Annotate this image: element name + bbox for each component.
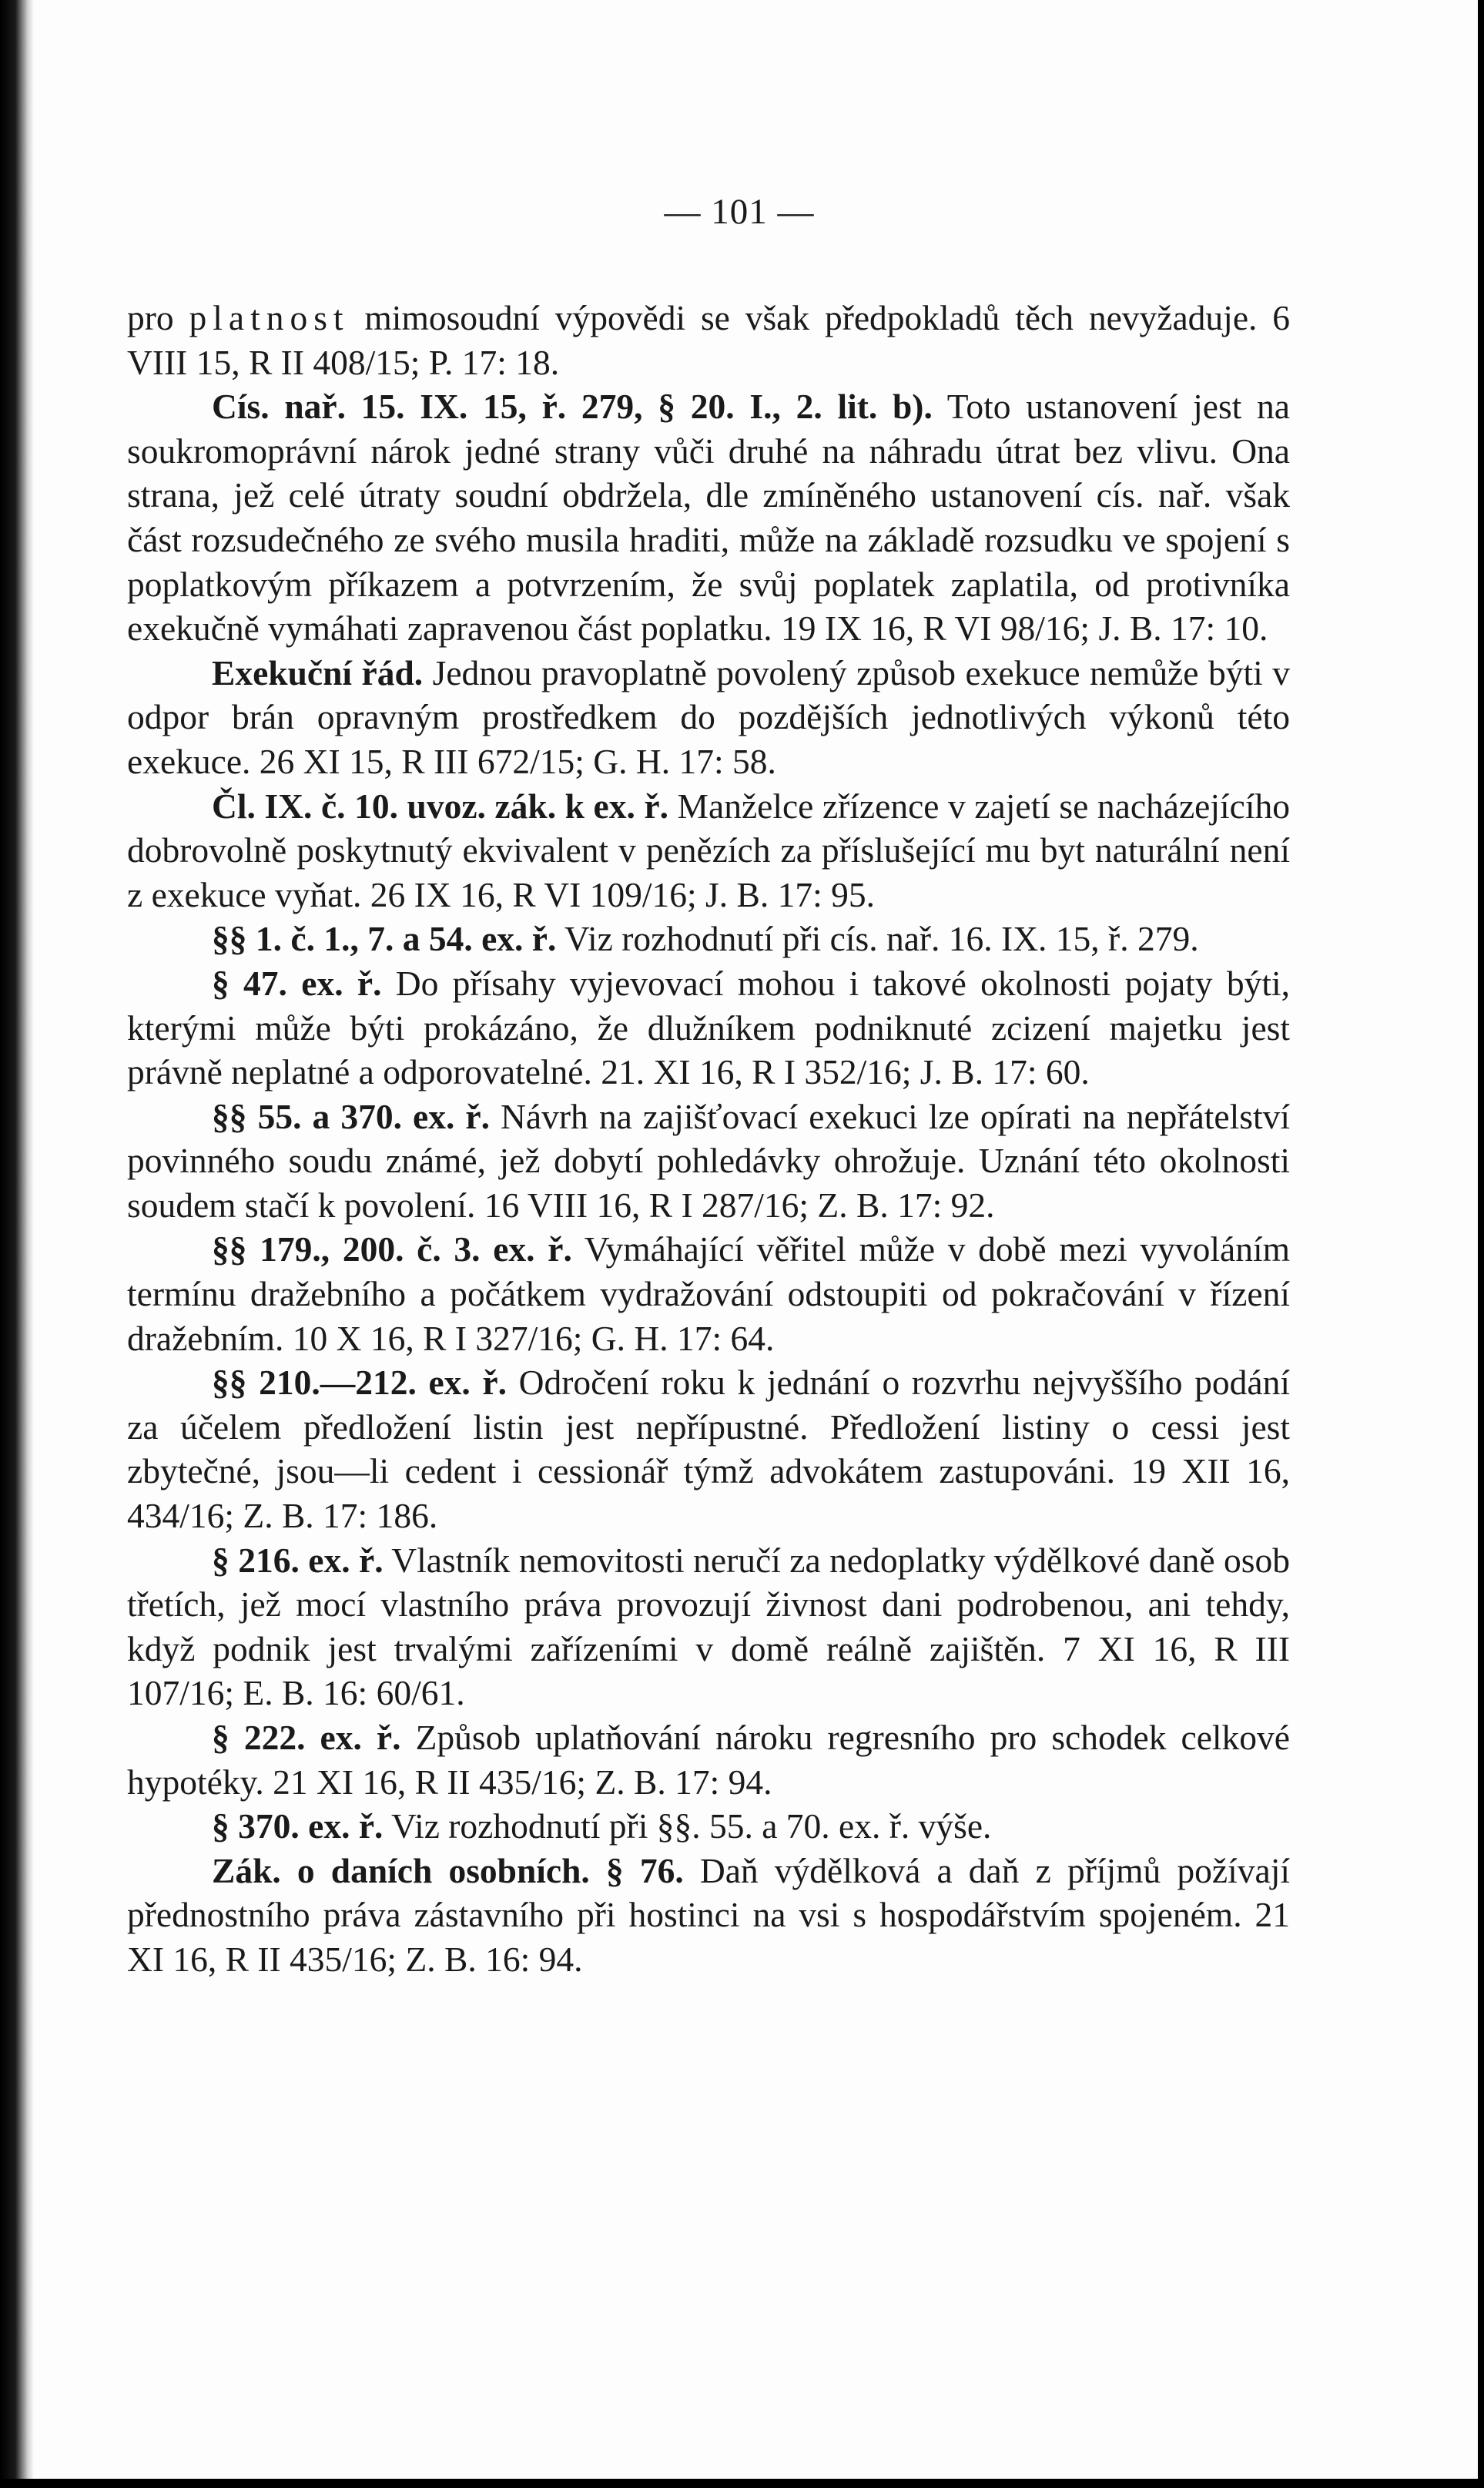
paragraph-heading: Zák. o daních osobních. § 76. [212,1850,684,1890]
paragraph-7: §§ 179., 200. č. 3. ex. ř. Vymáhající věřitel může v době mezi vyvoláním termínu dražebního a počátkem vydražování odstoupiti od pokračování v řízení dražebním. 10 X 16, R I 327/16; G. H. 17: 64. [127,1229,1290,1358]
body-text [127,296,1290,1982]
spaced-word: platnost [189,298,350,337]
paragraph-heading: §§ 179., 200. č. 3. ex. ř. [212,1229,572,1269]
paragraph-6: §§ 55. a 370. ex. ř. Návrh na zajišťovací exekuci lze opírati na nepřátelství povinného soudu známé, jež dobytí pohledávky ohrožuje. Uznání této okolnosti soudem stačí k povolení. 16 VIII 16, R I 287/16; Z. B. 17: 92. [127,1096,1290,1225]
paragraph-heading: § 216. ex. ř. [212,1540,384,1580]
paragraph-1: Cís. nař. 15. IX. 15, ř. 279, § 20. I., 2. lit. b). Toto ustanovení jest na soukromoprávní nárok jedné strany vůči druhé na náhradu útrat bez vlivu. Ona strana, jež celé útraty soudní obdržela, dle zmíněného ustanovení cís. nař. však část rozsudečného ze svého musila hraditi, může na základě rozsudku ve spojení s poplatkovým příkazem a potvrzením, že svůj poplatek zaplatila, od protivníka exekučně vymáhati zapravenou část poplatku. 19 IX 16, R VI 98/16; J. B. 17: 10. [127,387,1290,649]
page-number: — 101 — [664,192,815,232]
paragraph-3: Čl. IX. č. 10. uvoz. zák. k ex. ř. Manželce zřízence v zajetí se nacházejícího dobrovolně poskytnutý ekvivalent v penězích za příslušející mu byt naturální není z exekuce vyňat. 26 IX 16, R VI 109/16; J. B. 17: 95. [127,786,1290,914]
paragraph-9: § 216. ex. ř. Vlastník nemovitosti neručí za nedoplatky výdělkové daně osob třetích, jež mocí vlastního práva provozují živnost dani podrobenou, ani tehdy, když podnik jest trvalými zařízeními v domě reálně zajištěn. 7 XI 16, R III 107/16; E. B. 16: 60/61. [127,1540,1291,1713]
paragraph-heading: § 47. ex. ř. [212,963,382,1003]
paragraph-heading: Exekuční řád. [212,652,424,692]
paragraph-heading: § 370. ex. ř. [212,1806,384,1846]
paragraph-10: § 222. ex. ř. Způsob uplatňování nároku regresního pro schodek celkové hypotéky. 21 XI 16, R II 435/16; Z. B. 17: 94. [127,1718,1291,1802]
paragraph-heading: §§ 1. č. 1., 7. a 54. ex. ř. [212,919,557,959]
paragraph-heading: § 222. ex. ř. [212,1718,401,1757]
paragraph-heading: Cís. nař. 15. IX. 15, ř. 279, § 20. I., 2. lit. b). [212,387,933,427]
paragraph-12: Zák. o daních osobních. § 76. Daň výdělková a daň z příjmů požívají přednostního práva zástavního při hostinci na vsi s hospodářstvím spojeném. 21 XI 16, R II 435/16; Z. B. 16: 94. [127,1850,1290,1979]
paragraph-2: Exekuční řád. Jednou pravoplatně povolený způsob exekuce nemůže býti v odpor brán opravným prostředkem do pozdějších jednotlivých výkonů této exekuce. 26 XI 15, R III 672/15; G. H. 17: 58. [127,652,1290,781]
paragraph-4: §§ 1. č. 1., 7. a 54. ex. ř. Viz rozhodnutí při cís. nař. 16. IX. 15, ř. 279. [212,919,1199,959]
paragraph-heading: Čl. IX. č. 10. uvoz. zák. k ex. ř. [212,786,668,826]
paragraph-5: § 47. ex. ř. Do přísahy vyjevovací mohou i takové okolnosti pojaty býti, kterými může býti prokázáno, že dlužníkem podniknuté zcizení majetku jest právně neplatné a odporovatelné. 21. XI 16, R I 352/16; J. B. 17: 60. [127,963,1290,1092]
paragraph-heading: §§ 55. a 370. ex. ř. [212,1096,490,1136]
paragraph-8: §§ 210.—212. ex. ř. Odročení roku k jednání o rozvrhu nejvyššího podání za účelem předložení listin jest nepřípustné. Předložení listiny o cessi jest zbytečné, jsou—li cedent i cessionář týmž advokátem zastupováni. 19 XII 16, 434/16; Z. B. 17: 186. [127,1363,1291,1536]
paragraph-heading: §§ 210.—212. ex. ř. [212,1363,507,1403]
paragraph-11: § 370. ex. ř. Viz rozhodnutí při §§. 55. a 70. ex. ř. výše. [212,1806,992,1846]
spine-shadow [0,0,34,2480]
scan-border-bottom [0,2479,1484,2488]
paragraph-0: pro platnost mimosoudní výpovědi se však předpokladů těch nevyžaduje. 6 VIII 15, R II 408/15; P. 17: 18. [127,298,1290,382]
scan-border-right [1478,0,1484,2488]
